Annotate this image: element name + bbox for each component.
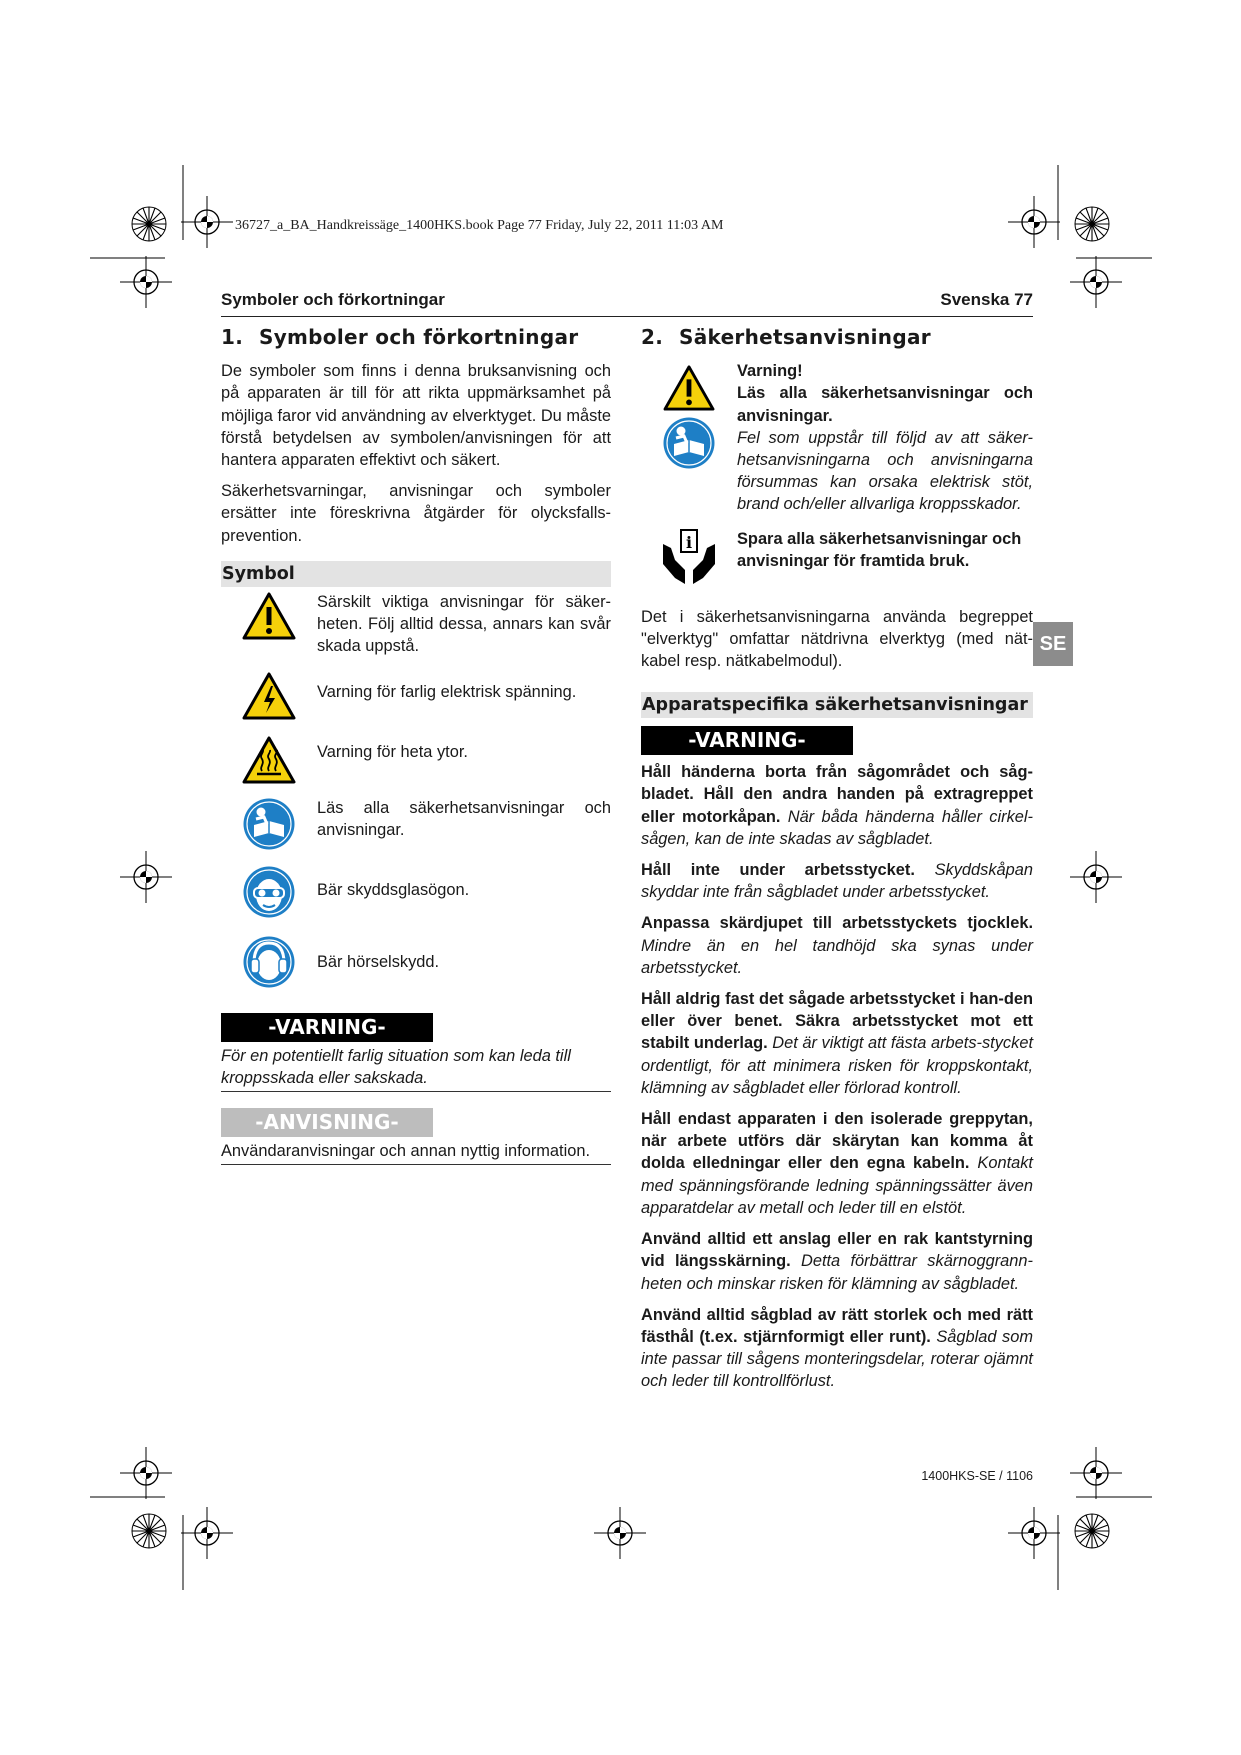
electric-voltage-icon [221, 671, 317, 723]
running-header-title: Symboler och förkortningar [221, 290, 445, 309]
section-1-number: 1. [221, 325, 244, 349]
warning-consequence: Fel som uppstår till följd av att säker-hetsanvisningarna och anvisningarna försummas kan orsaka elektrisk stöt, brand och/eller allvarliga kroppsskador. [737, 428, 1033, 514]
section-2-title: Säkerhetsanvisningar [679, 325, 931, 349]
safety-item: Använd alltid ett anslag eller en rak kantstyrning vid längsskärning. Detta förbättrar skärnoggrann-heten och minskar risken för klämning av sågbladet. [641, 1230, 1033, 1293]
hearing-protection-icon [221, 935, 317, 993]
warning-triangle-icon [221, 591, 317, 657]
note-legend-text: Användaranvisningar och annan nyttig information. [221, 1140, 611, 1165]
section-2-number: 2. [641, 325, 664, 349]
safety-item: Använd alltid sågblad av rätt storlek och med rätt fästhål (t.ex. stjärnformigt eller runt). Sågblad som inte passar till sågens monteringsdelar, roterar ojämnt och leder till kontrollförlust. [641, 1305, 1033, 1391]
safety-item: Håll aldrig fast det sågade arbetsstycket i han-den eller över benet. Säkra arbetsstycket mot ett stabilt underlag. Det är viktigt att fästa arbets-stycket ordentligt, för att minimera risken för kroppskontakt, klämning av sågbladet eller förlorad kontroll. [641, 990, 1033, 1097]
read-manual-icon [221, 797, 317, 855]
safety-goggles-icon [221, 865, 317, 923]
read-manual-icon [662, 416, 716, 470]
power-tool-term-paragraph: Det i säkerhetsanvisningarna använda begreppet "elverktyg" omfattar nätdrivna elverktyg (med nät-kabel resp. nätkabelmodul). [641, 607, 1033, 671]
safety-item: Håll endast apparaten i den isolerade greppytan, när arbete utförs där skärytan kan komma åt dolda elledningar eller den egna kabeln. Kontakt med spänningsförande ledning spänningssätter även apparatdelar av metall och leder till en elstöt. [641, 1110, 1033, 1217]
symbol-row [221, 797, 611, 855]
section-safety [641, 326, 1033, 1402]
warning-triangle-icon [663, 364, 715, 412]
symbol-row [221, 865, 611, 923]
symbols-disclaimer-paragraph: Säkerhetsvarningar, anvisningar och symboler ersätter inte föreskrivna åtgärder för olycksfalls-prevention. [221, 482, 611, 545]
section-1-heading [221, 326, 611, 348]
safety-item: Anpassa skärdjupet till arbetsstyckets tjocklek. Mindre än en hel tandhöjd ska synas under arbetsstycket. [641, 914, 1033, 977]
warning-heading: Varning! [737, 362, 803, 381]
symbol-row [221, 935, 611, 993]
symbol-table-heading: Symbol [221, 561, 611, 587]
running-header-page: Svenska 77 [940, 290, 1033, 309]
language-tab: SE [1033, 622, 1073, 666]
keep-instructions-block [641, 528, 1033, 586]
symbol-description: Läs alla säkerhetsanvisningar och anvisningar. [317, 798, 611, 840]
header-rule [221, 316, 1033, 317]
print-info-line: 36727_a_BA_Handkreissäge_1400HKS.book Page 77 Friday, July 22, 2011 11:03 AM [235, 218, 724, 233]
section-1-title: Symboler och förkortningar [259, 325, 579, 349]
section-symbols [221, 326, 611, 1174]
warning-read-all: Läs alla säkerhetsanvisningar och anvisningar. [737, 384, 1033, 425]
hot-surface-icon [221, 735, 317, 787]
note-label: -ANVISNING- [221, 1108, 433, 1137]
safety-item: Håll händerna borta från sågområdet och såg-bladet. Håll den andra handen på extragreppet eller motorkåpan. När båda händerna håller cirkel-sågen, kan de inte skadas av sågbladet. [641, 763, 1033, 848]
device-warning-label: -VARNING- [641, 726, 853, 755]
section-2-heading [641, 326, 1033, 348]
keep-instructions-text: Spara alla säkerhetsanvisningar och anvisningar för framtida bruk. [737, 529, 1022, 570]
symbol-row [221, 671, 611, 723]
document-code: 1400HKS-SE / 1106 [921, 1469, 1033, 1483]
warning-legend-text: För en potentiellt farlig situation som kan leda till kroppsskada eller sakskada. [221, 1045, 611, 1092]
symbol-description: Varning för heta ytor. [317, 742, 468, 761]
symbol-row [221, 735, 611, 787]
warning-label: -VARNING- [221, 1013, 433, 1042]
device-specific-heading: Apparatspecifika säkerhetsanvisningar [641, 692, 1033, 718]
symbol-description: Varning för farlig elektrisk spänning. [317, 682, 577, 701]
warning-legend [221, 1013, 611, 1092]
svg-text:i: i [685, 532, 693, 552]
general-warning-block [641, 360, 1033, 515]
note-legend [221, 1108, 611, 1165]
keep-manual-hands-icon [659, 528, 719, 586]
symbol-description: Bär hörselskydd. [317, 952, 440, 971]
symbol-description: Bär skyddsglasögon. [317, 880, 470, 899]
symbols-intro-paragraph: De symboler som finns i denna bruksanvisning och på apparaten är till för att rikta uppmärksamhet på möjliga faror vid användning av elverktyget. Du måste förstå betydelsen av symbolen/anvisningen för att hantera apparaten effektivt och säkert. [221, 362, 611, 470]
symbol-row [221, 591, 611, 657]
safety-item: Håll inte under arbetsstycket. Skyddskåpan skyddar inte från sågbladet under arbetsstycket. [641, 861, 1033, 902]
symbol-description: Särskilt viktiga anvisningar för säker-heten. Följ alltid dessa, annars kan svår skada uppstå. [317, 592, 611, 656]
